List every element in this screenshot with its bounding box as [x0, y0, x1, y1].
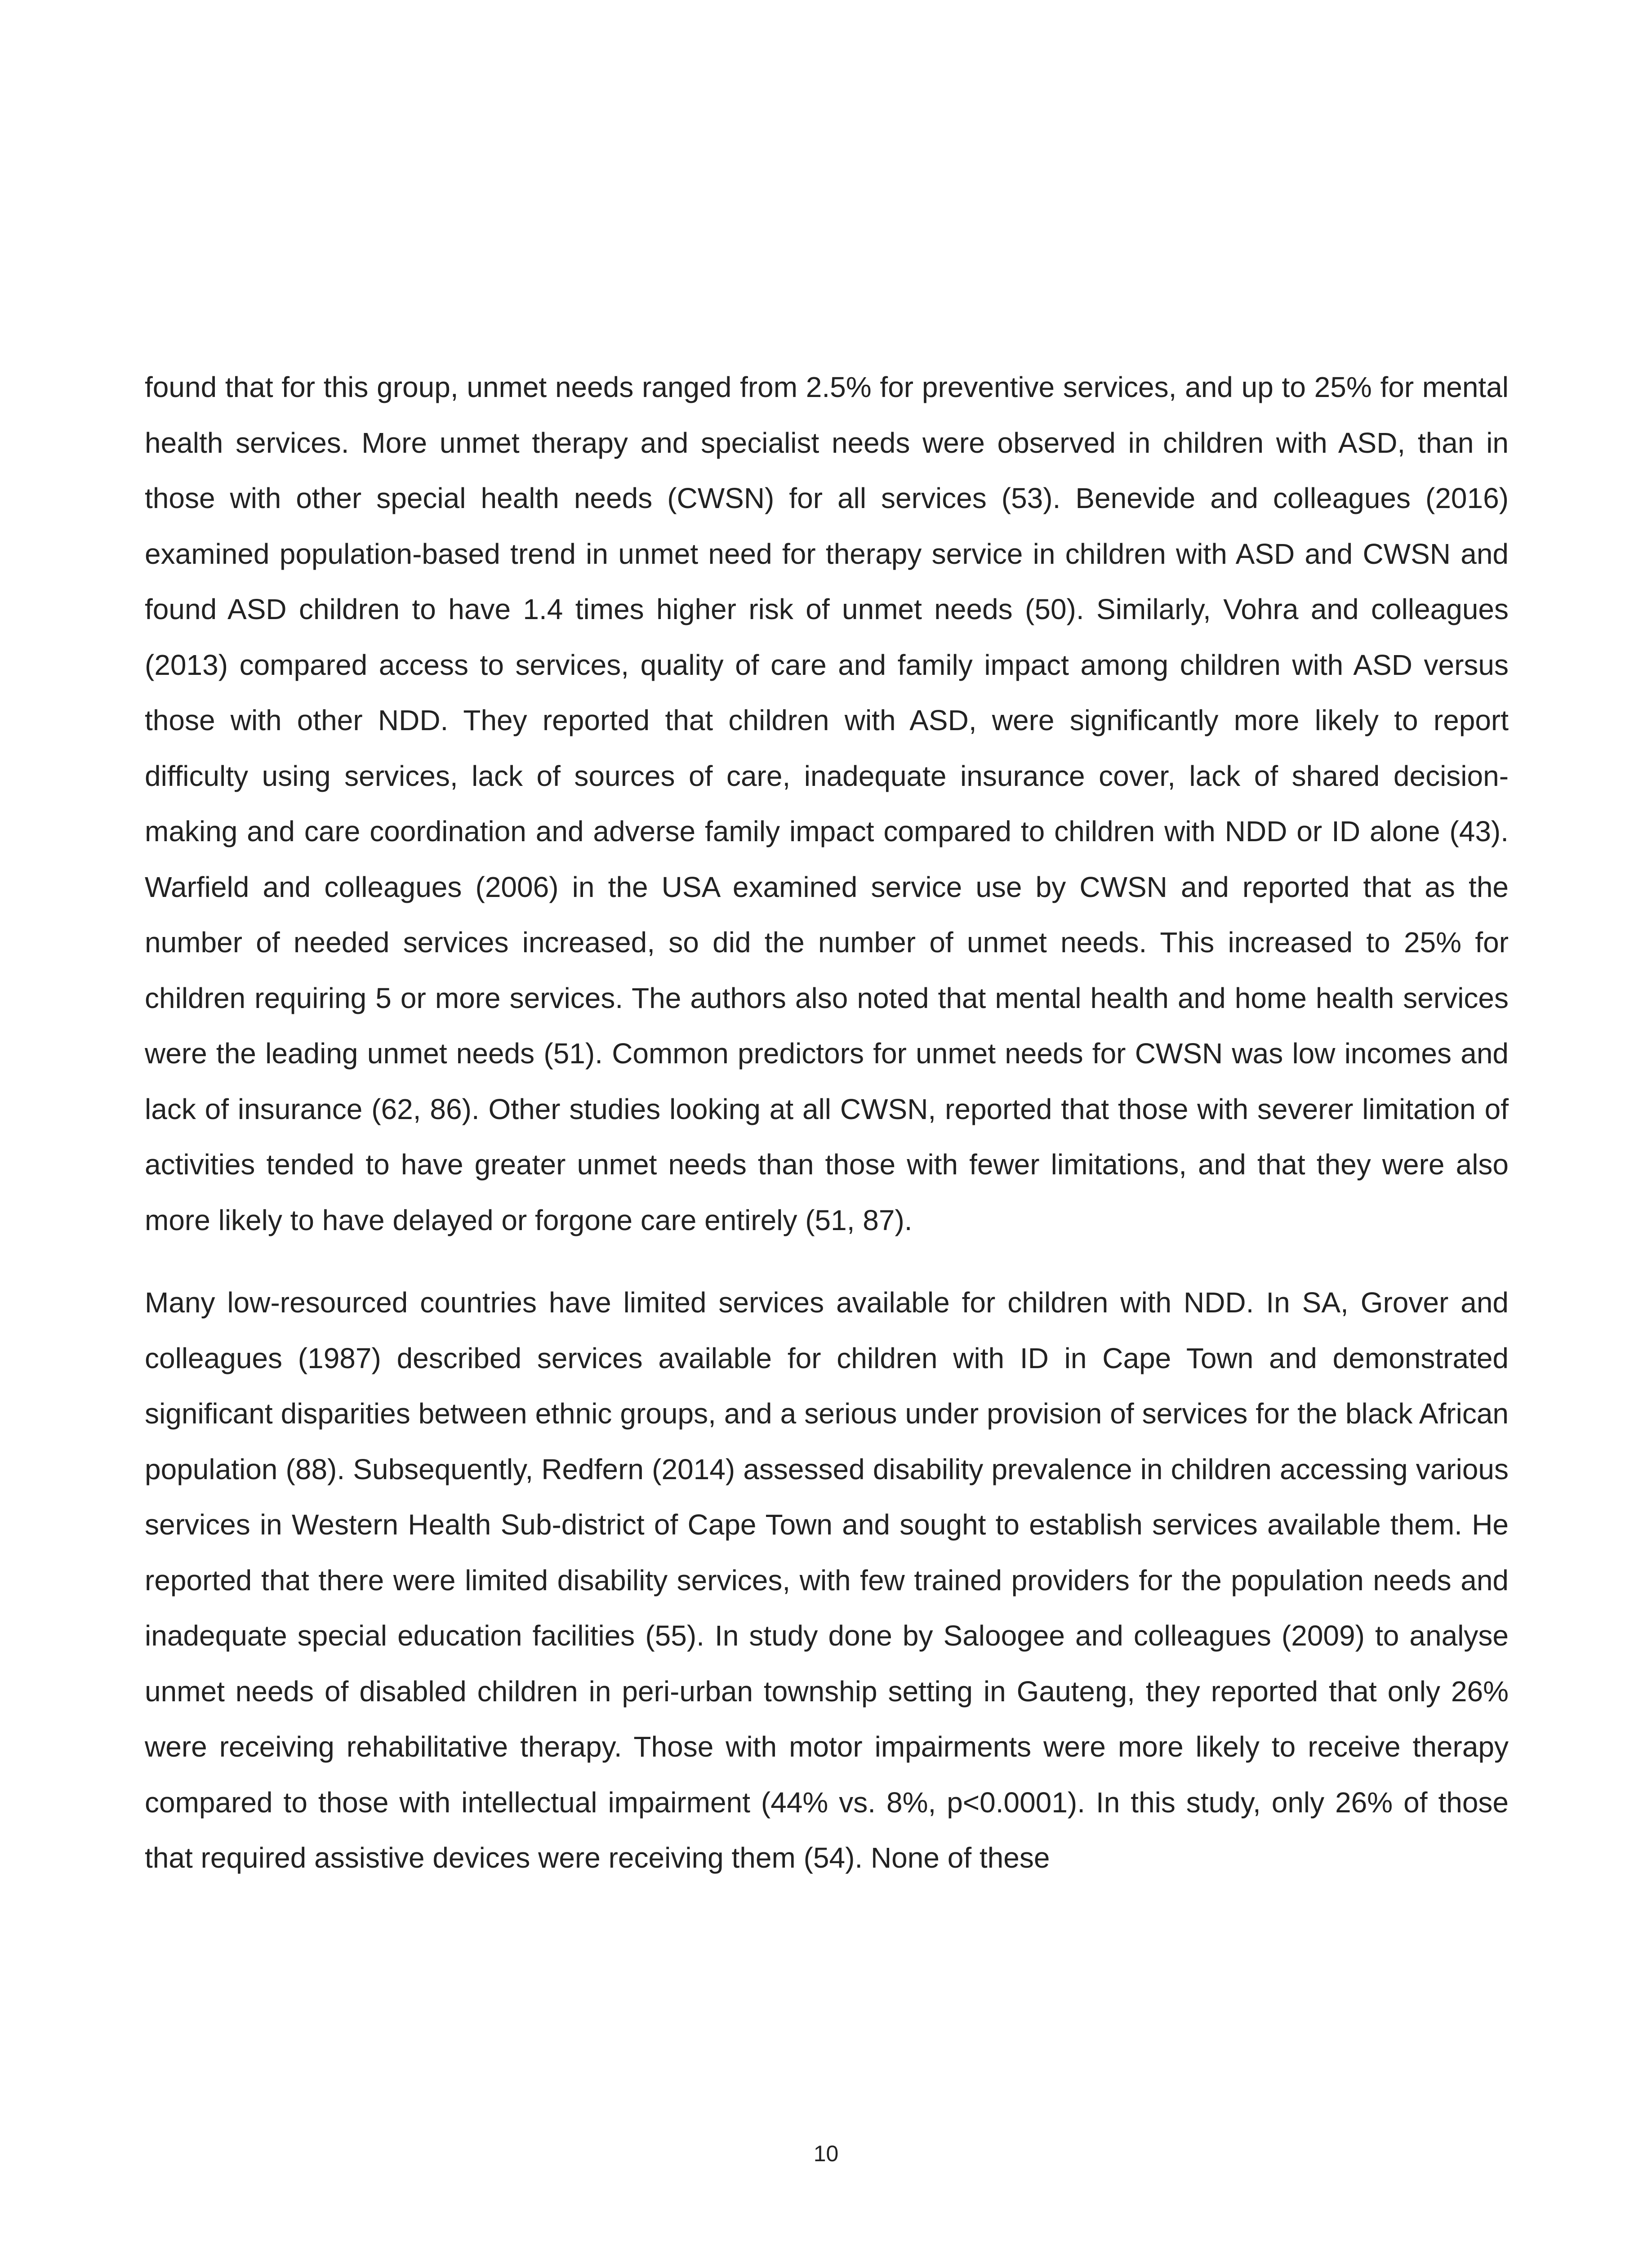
paragraph-1: found that for this group, unmet needs ranged from 2.5% for preventive services, and up to 25% for mental health services. More unmet therapy and specialist needs were observed in children with ASD, than in those with other special health needs (CWSN) for all services (53). Benevide and colleagues (2016) examined population-based trend in unmet need for therapy service in children with ASD and CWSN and found ASD children to have 1.4 times higher risk of unmet needs (50). Similarly, Vohra and colleagues (2013) compared access to services, quality of care and family impact among children with ASD versus those with other NDD. They reported that children with ASD, were significantly more likely to report difficulty using services, lack of sources of care, inadequate insurance cover, lack of shared decision-making and care coordination and adverse family impact compared to children with NDD or ID alone (43). Warfield and colleagues (2006) in the USA examined service use by CWSN and reported that as the number of needed services increased, so did the number of unmet needs. This increased to 25% for children requiring 5 or more services. The authors also noted that mental health and home health services were the leading unmet needs (51). Common predictors for unmet needs for CWSN was low incomes and lack of insurance (62, 86). Other studies looking at all CWSN, reported that those with severer limitation of activities tended to have greater unmet needs than those with fewer limitations, and that they were also more likely to have delayed or forgone care entirely (51, 87).	[145, 371, 1509, 1236]
body-text	[145, 360, 1509, 1886]
paragraph-2: Many low-resourced countries have limited services available for children with NDD. In SA, Grover and colleagues (1987) described services available for children with ID in Cape Town and demonstrated significant disparities between ethnic groups, and a serious under provision of services for the black African population (88). Subsequently, Redfern (2014) assessed disability prevalence in children accessing various services in Western Health Sub-district of Cape Town and sought to establish services available them. He reported that there were limited disability services, with few trained providers for the population needs and inadequate special education facilities (55). In study done by Saloogee and colleagues (2009) to analyse unmet needs of disabled children in peri-urban township setting in Gauteng, they reported that only 26% were receiving rehabilitative therapy. Those with motor impairments were more likely to receive therapy compared to those with intellectual impairment (44% vs. 8%, p<0.0001). In this study, only 26% of those that required assistive devices were receiving them (54). None of these	[145, 1286, 1509, 1874]
page-number: 10	[813, 2141, 839, 2166]
